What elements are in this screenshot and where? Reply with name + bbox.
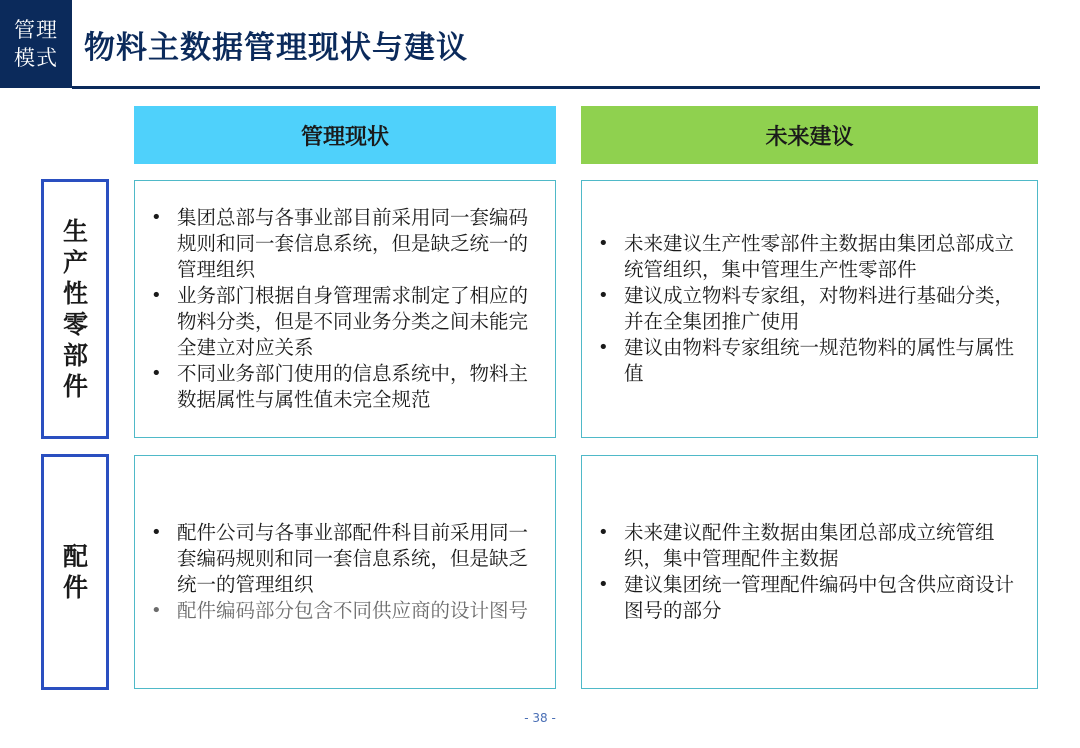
bullet-list (582, 231, 1037, 387)
list-item: • 业务部门根据自身管理需求制定了相应的物料分类，但是不同业务分类之间未能完全建立对应关系 (147, 283, 543, 361)
row-label-text: 配件 (63, 542, 89, 602)
cell-accessories-future (581, 455, 1038, 689)
list-item: • 建议集团统一管理配件编码中包含供应商设计图号的部分 (594, 572, 1025, 624)
cell-production-future (581, 180, 1038, 438)
section-tag (0, 0, 72, 88)
row-label-production-parts (41, 179, 109, 439)
bullet-list (135, 520, 555, 624)
bullet-list (135, 205, 555, 413)
row-label-text: 生产性零部件 (63, 217, 89, 401)
list-item: • 未来建议生产性零部件主数据由集团总部成立统管组织，集中管理生产性零部件 (594, 231, 1025, 283)
header-status: 管理现状 (134, 106, 556, 164)
list-item: • 建议由物料专家组统一规范物料的属性与属性值 (594, 335, 1025, 387)
bullet-list (582, 520, 1037, 624)
list-item: • 未来建议配件主数据由集团总部成立统管组织，集中管理配件主数据 (594, 520, 1025, 572)
list-item: • 配件编码部分包含不同供应商的设计图号 (147, 598, 543, 624)
list-item: • 不同业务部门使用的信息系统中，物料主数据属性与属性值未完全规范 (147, 361, 543, 413)
section-tag-line2: 模式 (14, 46, 58, 70)
list-item: • 集团总部与各事业部目前采用同一套编码规则和同一套信息系统，但是缺乏统一的管理组织 (147, 205, 543, 283)
header-future: 未来建议 (581, 106, 1038, 164)
page-number: - 38 - (524, 711, 556, 725)
page-title: 物料主数据管理现状与建议 (84, 30, 468, 66)
list-item: • 建议成立物料专家组，对物料进行基础分类，并在全集团推广使用 (594, 283, 1025, 335)
section-tag-line1: 管理 (14, 18, 58, 42)
list-item: • 配件公司与各事业部配件科目前采用同一套编码规则和同一套信息系统，但是缺乏统一的管理组织 (147, 520, 543, 598)
cell-production-status (134, 180, 556, 438)
row-label-accessories (41, 454, 109, 690)
cell-accessories-status (134, 455, 556, 689)
title-divider (72, 86, 1040, 89)
